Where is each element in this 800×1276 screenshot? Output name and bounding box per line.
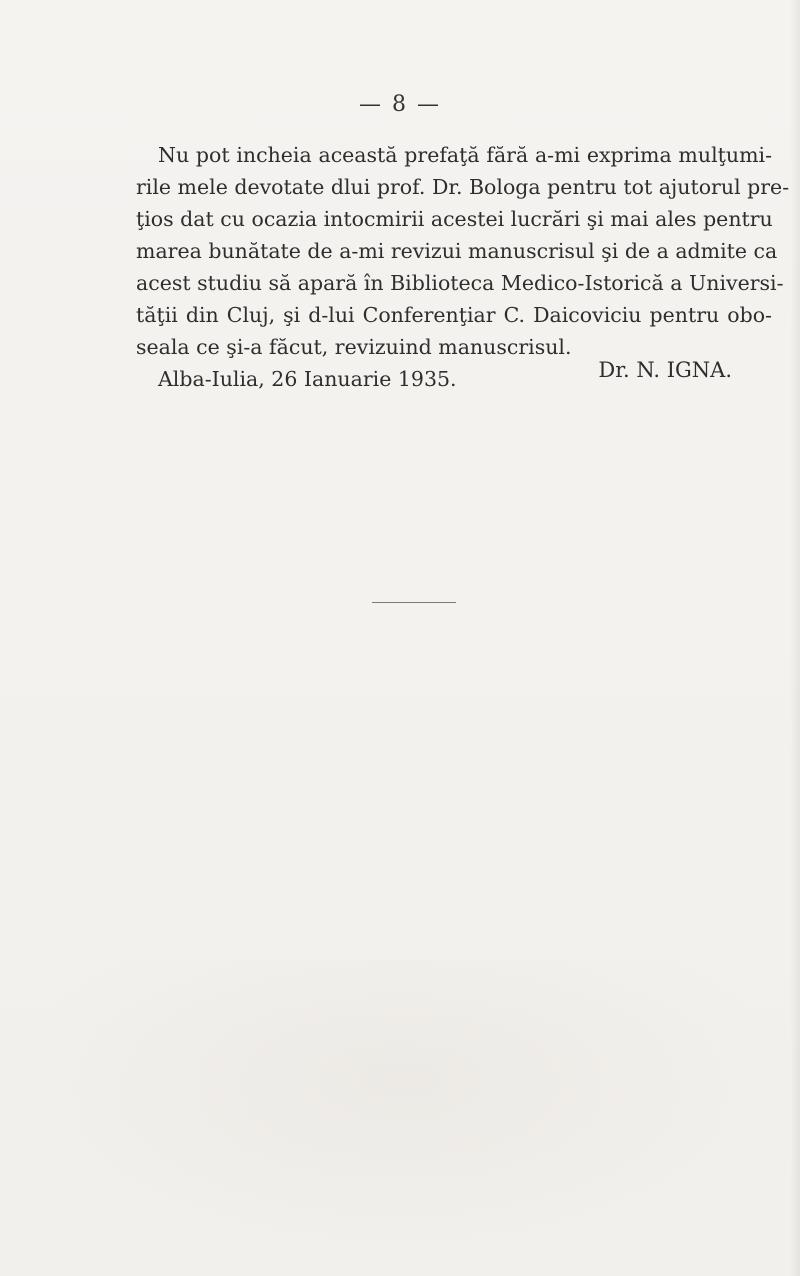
paragraph-line-7: seala ce şi-a făcut, revizuind manuscrisul. [136, 335, 572, 359]
author-signature: Dr. N. IGNA. [598, 358, 732, 382]
section-divider [372, 602, 456, 603]
paper-bleed-through [0, 960, 800, 1260]
paragraph-line-1: Nu pot incheia această prefaţă fără a-mi exprima mulţumi- [158, 143, 772, 167]
page-edge-shadow [790, 0, 800, 1276]
paragraph-line-5: acest studiu să apară în Biblioteca Medico-Istorică a Universi- [136, 271, 784, 295]
paragraph-line-4: marea bunătate de a-mi revizui manuscrisul şi de a admite ca [136, 239, 778, 263]
paragraph-line-2: rile mele devotate dlui prof. Dr. Bologa pentru tot ajutorul pre- [136, 175, 790, 199]
paragraph-line-3: ţios dat cu ocazia intocmirii acestei lucrări şi mai ales pentru [136, 207, 773, 231]
date-line: Alba-Iulia, 26 Ianuarie 1935. [158, 367, 457, 391]
paragraph-line-6: tăţii din Cluj, şi d-lui Conferenţiar C. Daicoviciu pentru obo- [136, 303, 772, 327]
page-number: — 8 — [359, 92, 441, 117]
